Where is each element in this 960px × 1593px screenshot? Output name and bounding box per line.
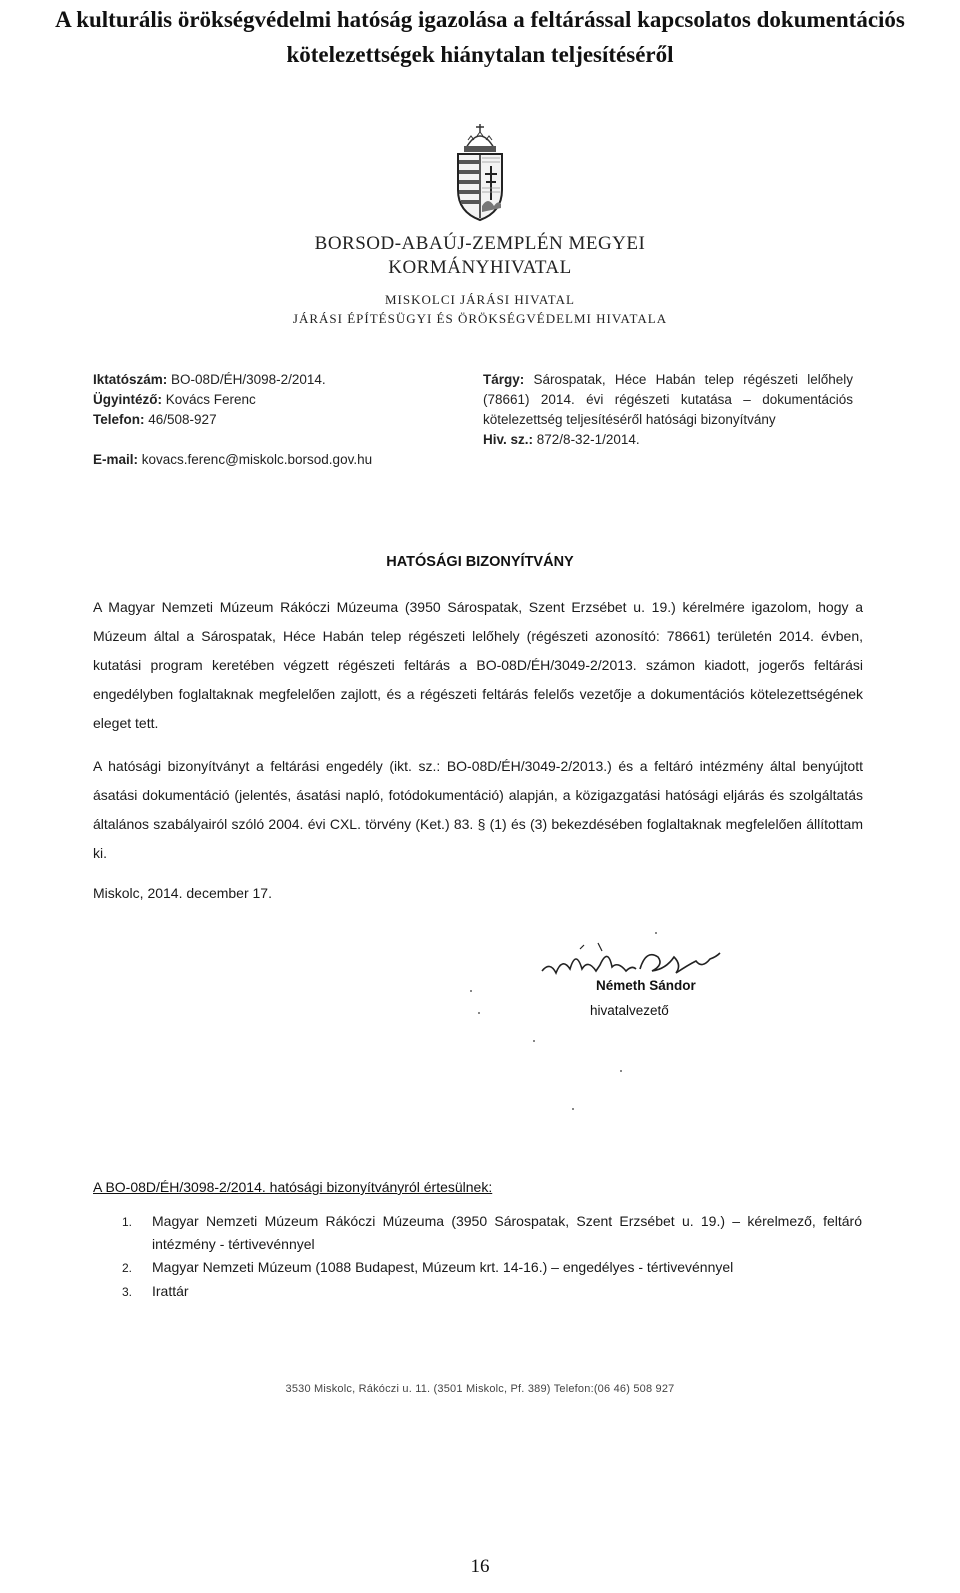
phone bbox=[93, 410, 433, 430]
reference-number-label: Hiv. sz.: bbox=[483, 432, 534, 447]
reference-number bbox=[483, 430, 853, 450]
list-item bbox=[122, 1256, 862, 1280]
registration-number bbox=[93, 370, 433, 390]
list-item-number: 3. bbox=[122, 1285, 133, 1299]
page-number: 16 bbox=[470, 1556, 490, 1577]
recipients-list bbox=[122, 1210, 862, 1304]
registration-number-value: BO-08D/ÉH/3098-2/2014. bbox=[171, 372, 326, 387]
list-item-text: Irattár bbox=[152, 1283, 189, 1299]
office-name-line-4: JÁRÁSI ÉPÍTÉSÜGYI ÉS ÖRÖKSÉGVÉDELMI HIVATALA bbox=[292, 311, 668, 326]
email-value: kovacs.ferenc@miskolc.borsod.gov.hu bbox=[141, 452, 373, 467]
certificate-title: HATÓSÁGI BIZONYÍTVÁNY bbox=[386, 554, 574, 570]
page-title-line-1: A kulturális örökségvédelmi hatóság igazolása a feltárással kapcsolatos dokumentációs bbox=[55, 7, 905, 32]
list-item-number: 2. bbox=[122, 1261, 133, 1275]
page-title bbox=[0, 0, 960, 72]
list-item-number: 1. bbox=[122, 1215, 133, 1229]
certificate-paragraph-1: A Magyar Nemzeti Múzeum Rákóczi Múzeuma (3950 Sárospatak, Szent Erzsébet u. 19.) kérelmére igazolom, hogy a Múzeum által a Sárospatak, Héce Habán telep régészeti lelőhely (régészeti azonosító: 78661) területén 2014. évben, kutatási program keretében végzett régészeti feltárás a BO-08D/ÉH/3049-2/2013. számon kiadott, jogerős feltárási engedélyben foglaltaknak megfelelően zajlott, és a régészeti feltárás felelős vezetője a dokumentációs kötelezettségének eleget tett. bbox=[93, 599, 863, 731]
list-item-text: Magyar Nemzeti Múzeum (1088 Budapest, Múzeum krt. 14-16.) – engedélyes - tértivevénnyel bbox=[152, 1259, 734, 1275]
office-name-line-1: BORSOD-ABAÚJ-ZEMPLÉN MEGYEI bbox=[314, 233, 646, 254]
subject-value: Sárospatak, Héce Habán telep régészeti lelőhely (78661) 2014. évi régészeti kutatása – dokumentációs kötelezettség teljesítéséről hatósági bizonyítvány bbox=[483, 372, 853, 427]
footer-address: 3530 Miskolc, Rákóczi u. 11. (3501 Miskolc, Pf. 389) Telefon:(06 46) 508 927 bbox=[285, 1383, 675, 1395]
list-item-text: Magyar Nemzeti Múzeum Rákóczi Múzeuma (3950 Sárospatak, Szent Erzsébet u. 19.) – kérelmező, feltáró intézmény - tértivevénnyel bbox=[152, 1213, 862, 1252]
administrator-label: Ügyintéző: bbox=[93, 392, 162, 407]
signer-name: Németh Sándor bbox=[596, 978, 696, 993]
office-name-line-2: KORMÁNYHIVATAL bbox=[388, 257, 572, 278]
phone-label: Telefon: bbox=[93, 412, 145, 427]
coat-of-arms-icon bbox=[448, 122, 512, 222]
email bbox=[93, 450, 433, 470]
phone-value: 46/508-927 bbox=[148, 412, 217, 427]
list-item bbox=[122, 1280, 862, 1304]
subject bbox=[483, 370, 853, 430]
email-label: E-mail: bbox=[93, 452, 139, 467]
page-title-line-2: kötelezettségek hiánytalan teljesítéséről bbox=[286, 42, 674, 67]
subject-label: Tárgy: bbox=[483, 372, 525, 387]
reference-number-value: 872/8-32-1/2014. bbox=[536, 432, 640, 447]
signer-role: hivatalvezető bbox=[590, 1003, 669, 1018]
office-name-line-3: MISKOLCI JÁRÁSI HIVATAL bbox=[384, 292, 575, 307]
list-item bbox=[122, 1210, 862, 1256]
recipients-heading: A BO-08D/ÉH/3098-2/2014. hatósági bizonyítványról értesülnek: bbox=[93, 1179, 493, 1195]
issue-date: Miskolc, 2014. december 17. bbox=[93, 885, 272, 901]
administrator-value: Kovács Ferenc bbox=[165, 392, 256, 407]
certificate-paragraph-2: A hatósági bizonyítványt a feltárási engedély (ikt. sz.: BO-08D/ÉH/3049-2/2013.) és a feltáró intézmény által benyújtott ásatási dokumentáció (jelentés, ásatási napló, fotódokumentáció) alapján, a közigazgatási hatósági eljárás és szolgáltatás általános szabályairól szóló 2004. évi CXL. törvény (Ket.) 83. § (1) és (3) bekezdésében foglaltaknak megfelelően állítottam ki. bbox=[93, 758, 863, 861]
meta-right-block bbox=[483, 370, 853, 450]
administrator bbox=[93, 390, 433, 410]
registration-number-label: Iktatószám: bbox=[93, 372, 168, 387]
meta-left-block bbox=[93, 370, 433, 470]
